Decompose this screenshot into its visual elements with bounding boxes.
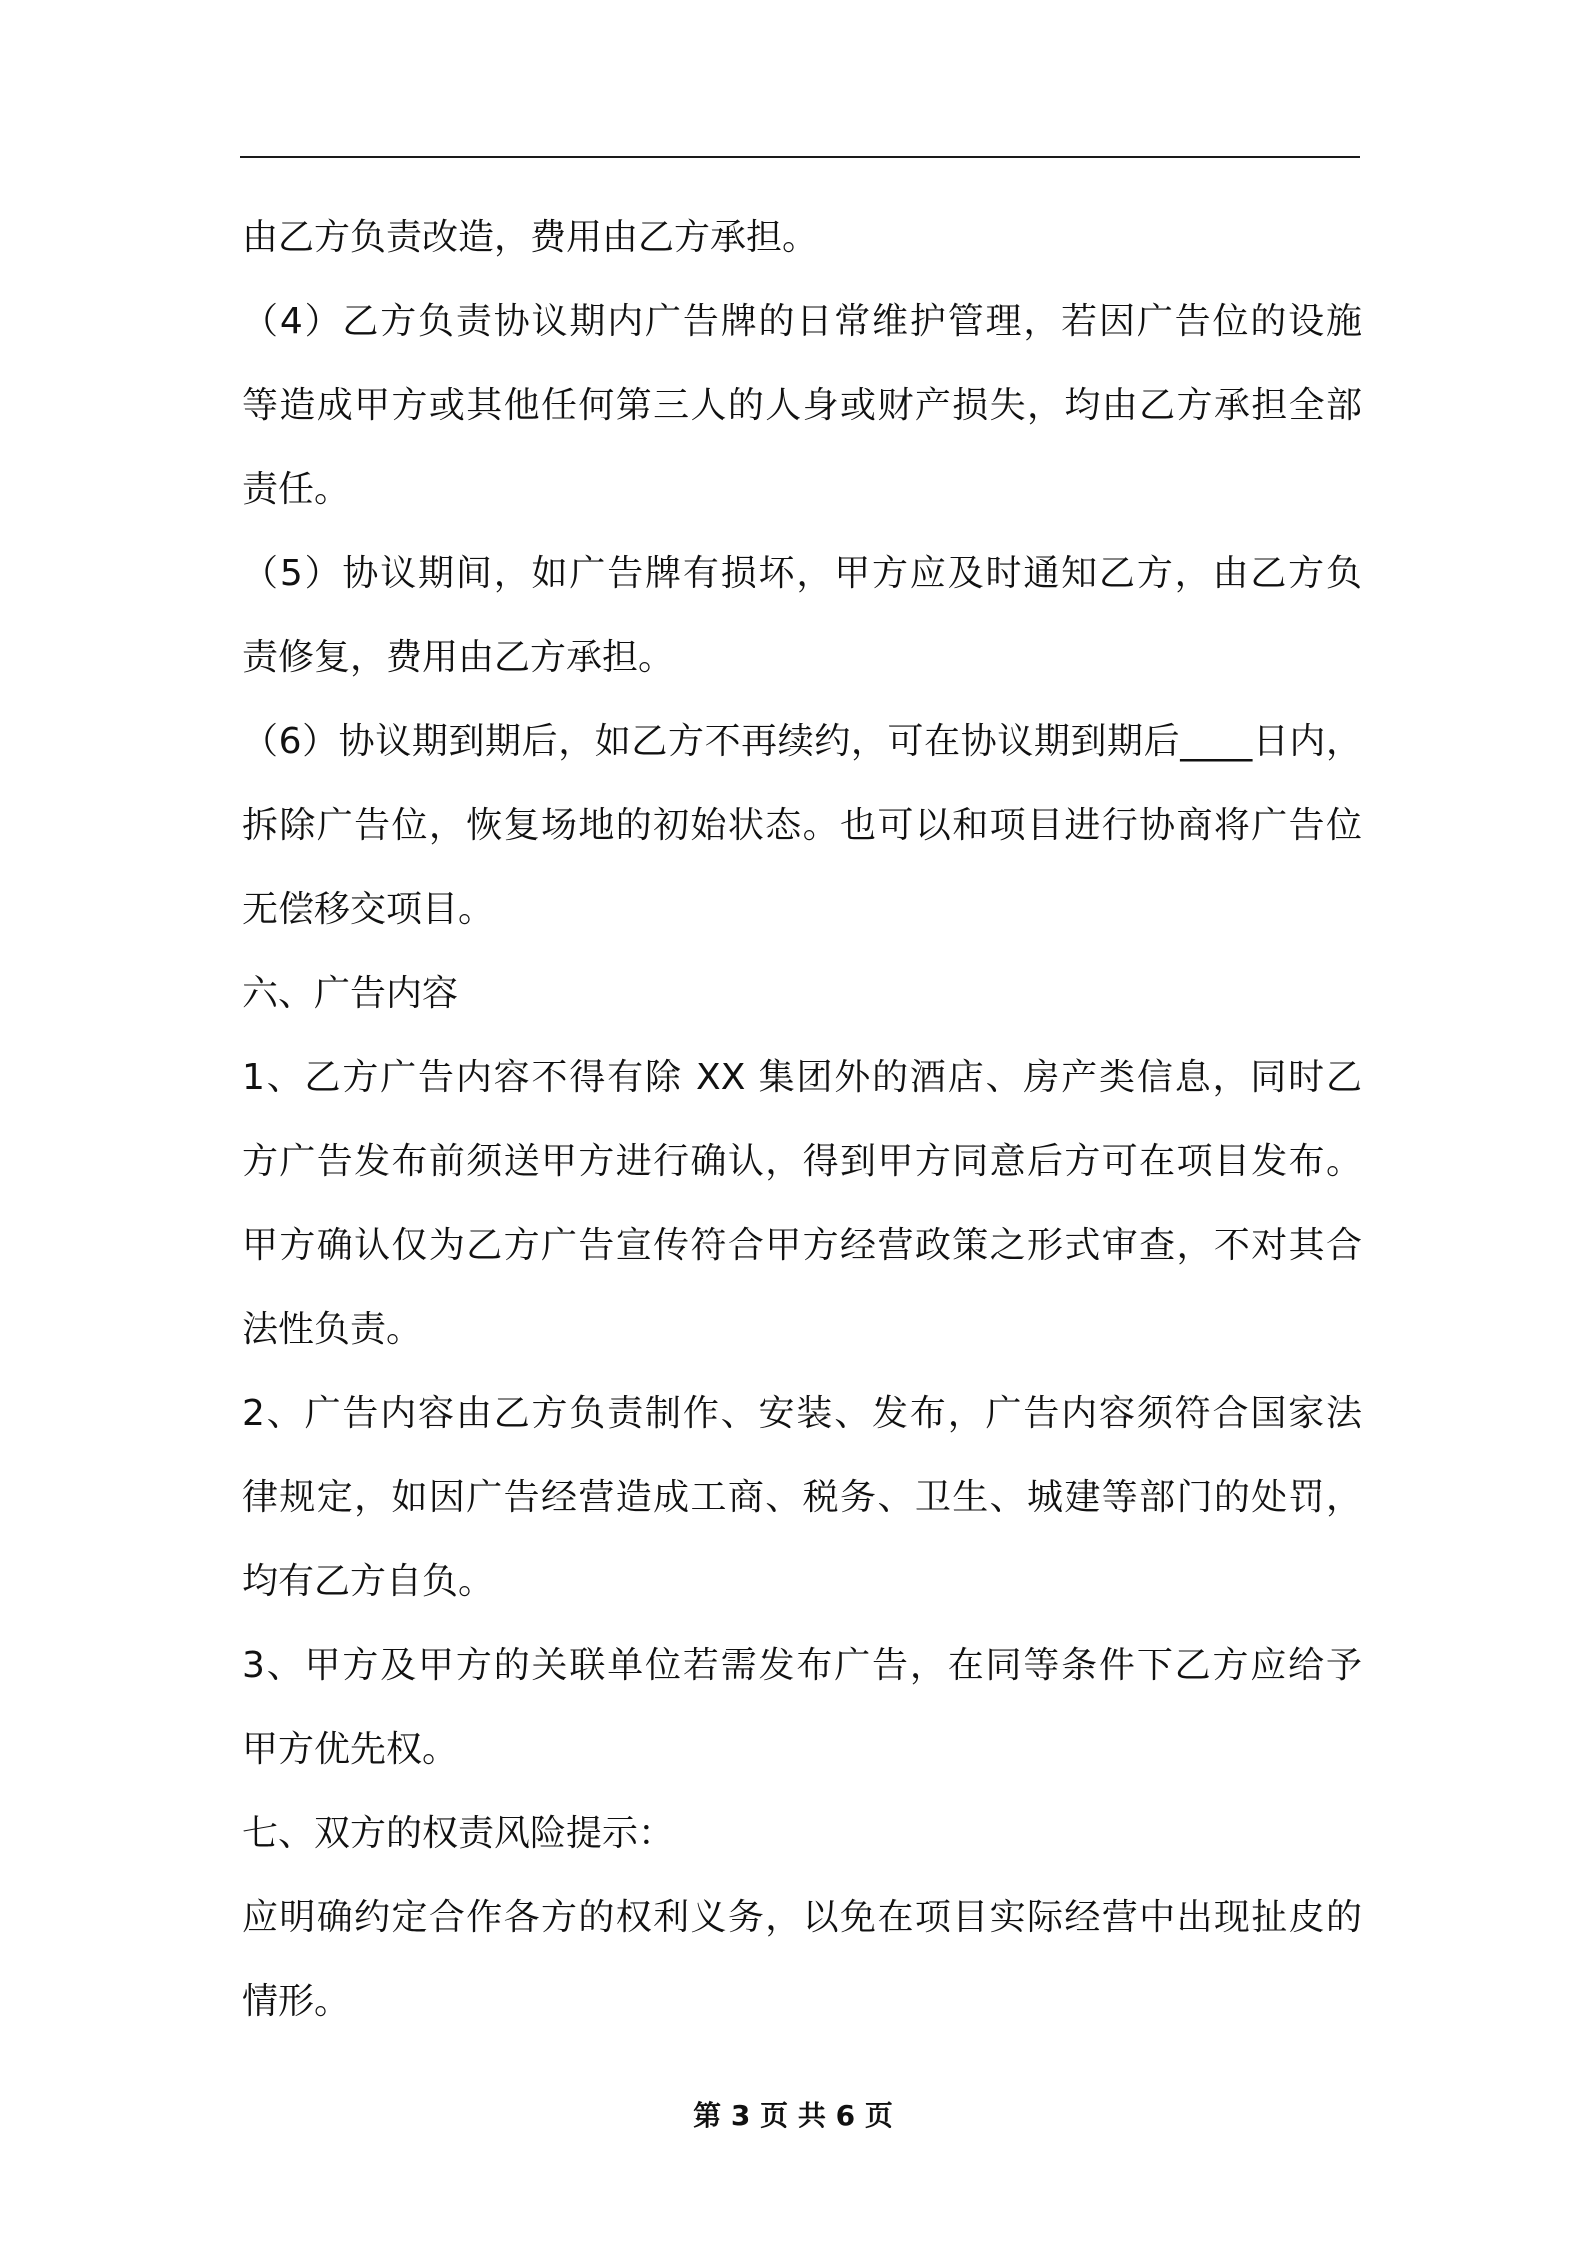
line-13: 甲方确认仅为乙方广告宣传符合甲方经营政策之形式审查，不对其合 bbox=[242, 1225, 1362, 1266]
line-21: 应明确约定合作各方的权利义务，以免在项目实际经营中出现扯皮的 bbox=[242, 1897, 1362, 1938]
section-heading-7: 七、双方的权责风险提示： bbox=[242, 1813, 675, 1854]
line-11: 1、乙方广告内容不得有除 XX 集团外的酒店、房产类信息，同时乙 bbox=[242, 1057, 1362, 1098]
line-15: 2、广告内容由乙方负责制作、安装、发布，广告内容须符合国家法 bbox=[242, 1393, 1362, 1434]
line-18: 3、甲方及甲方的关联单位若需发布广告，在同等条件下乙方应给予 bbox=[242, 1645, 1362, 1686]
line-4: 责任。 bbox=[242, 469, 351, 510]
line-2: （4）乙方负责协议期内广告牌的日常维护管理，若因广告位的设施 bbox=[242, 301, 1362, 342]
header-rule bbox=[240, 156, 1360, 158]
line-19: 甲方优先权。 bbox=[242, 1729, 459, 1770]
line-6: 责修复，费用由乙方承担。 bbox=[242, 637, 675, 678]
line-8: 拆除广告位，恢复场地的初始状态。也可以和项目进行协商将广告位 bbox=[242, 805, 1362, 846]
line-7: （6）协议期到期后，如乙方不再续约，可在协议期到期后____日内， bbox=[242, 721, 1362, 762]
line-12: 方广告发布前须送甲方进行确认，得到甲方同意后方可在项目发布。 bbox=[242, 1141, 1362, 1182]
line-3: 等造成甲方或其他任何第三人的人身或财产损失，均由乙方承担全部 bbox=[242, 385, 1362, 426]
line-16: 律规定，如因广告经营造成工商、税务、卫生、城建等部门的处罚， bbox=[242, 1477, 1362, 1518]
line-17: 均有乙方自负。 bbox=[242, 1561, 495, 1602]
document-body bbox=[242, 196, 1362, 2044]
line-9: 无偿移交项目。 bbox=[242, 889, 495, 930]
section-heading-6: 六、广告内容 bbox=[242, 973, 459, 1014]
page-number: 第 3 页 共 6 页 bbox=[693, 2099, 893, 2132]
line-14: 法性负责。 bbox=[242, 1309, 423, 1350]
line-1: 由乙方负责改造，费用由乙方承担。 bbox=[242, 217, 819, 258]
line-5: （5）协议期间，如广告牌有损坏，甲方应及时通知乙方，由乙方负 bbox=[242, 553, 1362, 594]
line-22: 情形。 bbox=[242, 1981, 351, 2022]
